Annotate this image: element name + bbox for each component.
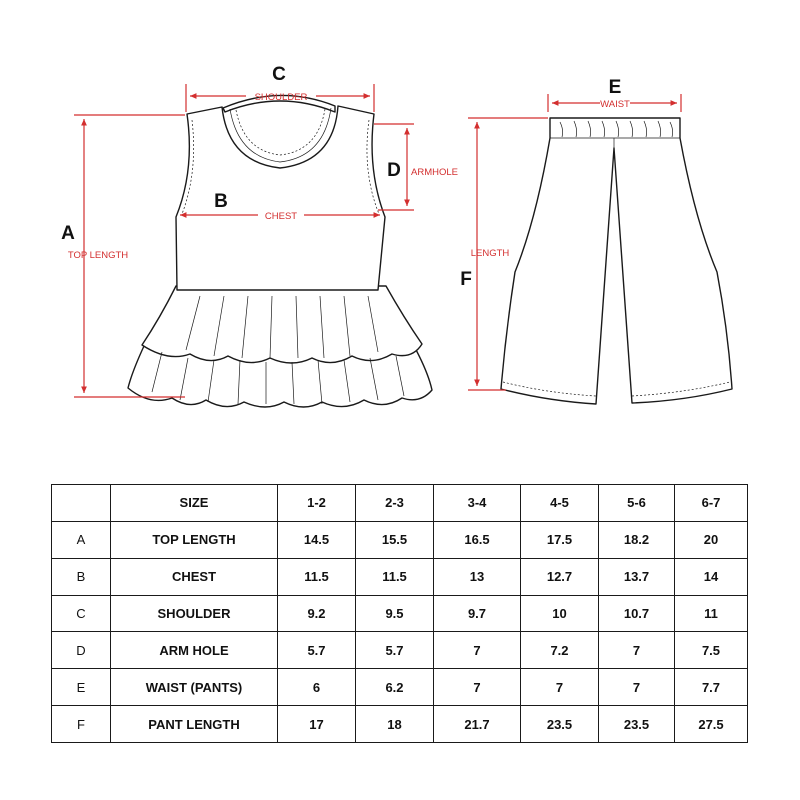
size-header-cell: 2-3 — [356, 485, 434, 522]
table-row — [52, 706, 748, 743]
value-cell: 18 — [356, 706, 434, 743]
table-row — [52, 558, 748, 595]
value-cell: 5.7 — [278, 632, 356, 669]
size-header-cell: 1-2 — [278, 485, 356, 522]
dimension-letter-a: A — [61, 223, 75, 244]
value-cell: 13 — [434, 558, 521, 595]
value-cell: 23.5 — [521, 706, 599, 743]
value-cell: 11.5 — [356, 558, 434, 595]
table-header-row — [52, 485, 748, 522]
table-corner-cell — [52, 485, 111, 522]
size-chart-table — [51, 484, 748, 743]
value-cell: 14.5 — [278, 521, 356, 558]
value-cell: 6 — [278, 669, 356, 706]
top-garment-drawing — [128, 95, 432, 407]
row-name-cell: WAIST (PANTS) — [111, 669, 278, 706]
row-name-cell: PANT LENGTH — [111, 706, 278, 743]
value-cell: 20 — [675, 521, 748, 558]
pants-drawing — [501, 118, 732, 404]
value-cell: 9.5 — [356, 595, 434, 632]
dimension-letter-c: C — [272, 64, 286, 85]
value-cell: 16.5 — [434, 521, 521, 558]
value-cell: 12.7 — [521, 558, 599, 595]
row-name-cell: ARM HOLE — [111, 632, 278, 669]
value-cell: 6.2 — [356, 669, 434, 706]
value-cell: 17.5 — [521, 521, 599, 558]
value-cell: 5.7 — [356, 632, 434, 669]
table-row — [52, 632, 748, 669]
row-code-cell: D — [52, 632, 111, 669]
value-cell: 13.7 — [599, 558, 675, 595]
dimension-label-armhole: ARMHOLE — [411, 167, 458, 178]
dimension-letter-b: B — [214, 191, 228, 212]
row-code-cell: C — [52, 595, 111, 632]
dimension-label-chest: CHEST — [264, 211, 298, 222]
row-name-cell: SHOULDER — [111, 595, 278, 632]
table-row — [52, 595, 748, 632]
value-cell: 14 — [675, 558, 748, 595]
row-name-cell: CHEST — [111, 558, 278, 595]
row-code-cell: B — [52, 558, 111, 595]
value-cell: 7.2 — [521, 632, 599, 669]
table-row — [52, 669, 748, 706]
value-cell: 7 — [521, 669, 599, 706]
value-cell: 7 — [434, 669, 521, 706]
value-cell: 9.7 — [434, 595, 521, 632]
value-cell: 7 — [599, 632, 675, 669]
dimension-letter-d: D — [387, 160, 401, 181]
value-cell: 7 — [599, 669, 675, 706]
dimension-label-top-length: TOP LENGTH — [67, 250, 129, 261]
table-row — [52, 521, 748, 558]
row-name-cell: TOP LENGTH — [111, 521, 278, 558]
value-cell: 10 — [521, 595, 599, 632]
size-header: SIZE — [111, 485, 278, 522]
value-cell: 21.7 — [434, 706, 521, 743]
value-cell: 11.5 — [278, 558, 356, 595]
value-cell: 7 — [434, 632, 521, 669]
value-cell: 27.5 — [675, 706, 748, 743]
row-code-cell: A — [52, 521, 111, 558]
value-cell: 7.7 — [675, 669, 748, 706]
dimension-label-waist: WAIST — [600, 99, 630, 110]
dimension-letter-f: F — [460, 269, 472, 290]
row-code-cell: F — [52, 706, 111, 743]
dimension-label-length: LENGTH — [470, 248, 510, 259]
size-header-cell: 4-5 — [521, 485, 599, 522]
value-cell: 7.5 — [675, 632, 748, 669]
size-header-cell: 6-7 — [675, 485, 748, 522]
dimension-letter-e: E — [608, 77, 622, 98]
value-cell: 17 — [278, 706, 356, 743]
row-code-cell: E — [52, 669, 111, 706]
dimension-label-shoulder: SHOULDER — [254, 92, 308, 103]
value-cell: 9.2 — [278, 595, 356, 632]
value-cell: 18.2 — [599, 521, 675, 558]
value-cell: 15.5 — [356, 521, 434, 558]
value-cell: 23.5 — [599, 706, 675, 743]
size-header-cell: 3-4 — [434, 485, 521, 522]
size-header-cell: 5-6 — [599, 485, 675, 522]
value-cell: 11 — [675, 595, 748, 632]
value-cell: 10.7 — [599, 595, 675, 632]
